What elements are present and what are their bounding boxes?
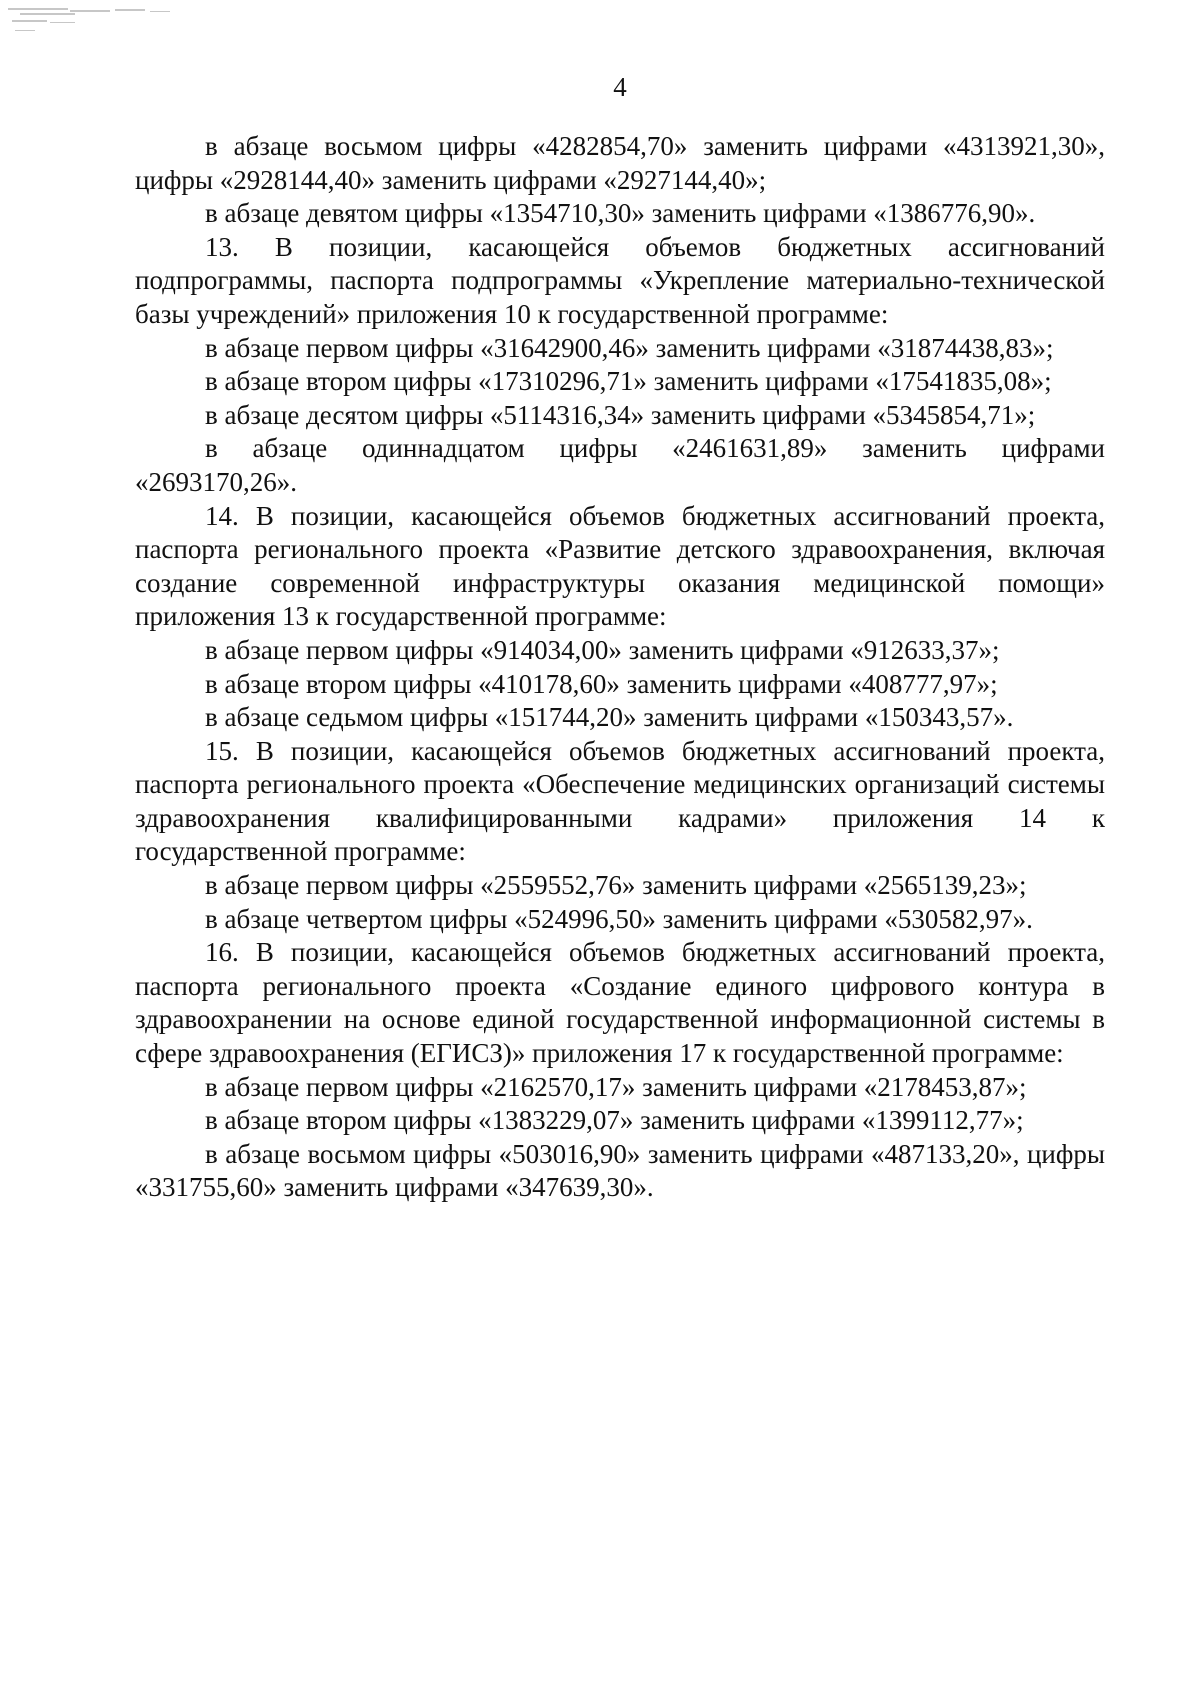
paragraph: в абзаце десятом цифры «5114316,34» заменить цифрами «5345854,71»; bbox=[205, 399, 1036, 430]
paragraph: в абзаце втором цифры «410178,60» заменить цифрами «408777,97»; bbox=[205, 668, 998, 699]
paragraph: в абзаце втором цифры «1383229,07» заменить цифрами «1399112,77»; bbox=[205, 1105, 1024, 1136]
paragraph: 13. В позиции, касающейся объемов бюджетных ассигнований подпрограммы, паспорта подпрограммы «Укрепление материально-технической базы учреждений» приложения 10 к государственной программе: bbox=[135, 231, 1105, 329]
paragraph: в абзаце первом цифры «31642900,46» заменить цифрами «31874438,83»; bbox=[205, 332, 1054, 363]
paragraph: в абзаце восьмом цифры «4282854,70» заменить цифрами «4313921,30», цифры «2928144,40» заменить цифрами «2927144,40»; bbox=[135, 131, 1105, 195]
paragraph: в абзаце девятом цифры «1354710,30» заменить цифрами «1386776,90». bbox=[205, 198, 1036, 229]
paragraph: в абзаце восьмом цифры «503016,90» заменить цифрами «487133,20», цифры «331755,60» заменить цифрами «347639,30». bbox=[135, 1138, 1105, 1203]
paragraph: в абзаце первом цифры «2162570,17» заменить цифрами «2178453,87»; bbox=[205, 1071, 1027, 1102]
scan-artifact bbox=[0, 0, 230, 60]
paragraph: 15. В позиции, касающейся объемов бюджетных ассигнований проекта, паспорта регионального проекта «Обеспечение медицинских организаций системы здравоохранения квалифицированными кадрами» приложения 14 к государственной программе: bbox=[135, 735, 1105, 867]
paragraph: в абзаце одиннадцатом цифры «2461631,89» заменить цифрами «2693170,26». bbox=[135, 433, 1105, 497]
page-number: 4 bbox=[613, 72, 627, 102]
paragraph: в абзаце четвертом цифры «524996,50» заменить цифрами «530582,97». bbox=[205, 903, 1033, 934]
paragraph: в абзаце первом цифры «2559552,76» заменить цифрами «2565139,23»; bbox=[205, 870, 1027, 901]
paragraph: в абзаце седьмом цифры «151744,20» заменить цифрами «150343,57». bbox=[205, 702, 1014, 733]
paragraph: 14. В позиции, касающейся объемов бюджетных ассигнований проекта, паспорта регионального проекта «Развитие детского здравоохранения, включая создание современной инфраструктуры оказания медицинской помощи» приложения 13 к государственной программе: bbox=[135, 500, 1105, 632]
paragraph: в абзаце первом цифры «914034,00» заменить цифрами «912633,37»; bbox=[205, 634, 1000, 665]
document-body bbox=[135, 130, 1105, 1205]
paragraph: в абзаце втором цифры «17310296,71» заменить цифрами «17541835,08»; bbox=[205, 366, 1052, 397]
paragraph: 16. В позиции, касающейся объемов бюджетных ассигнований проекта, паспорта регионального проекта «Создание единого цифрового контура в здравоохранении на основе единой государственной информационной системы в сфере здравоохранения (ЕГИСЗ)» приложения 17 к государственной программе: bbox=[135, 937, 1105, 1069]
